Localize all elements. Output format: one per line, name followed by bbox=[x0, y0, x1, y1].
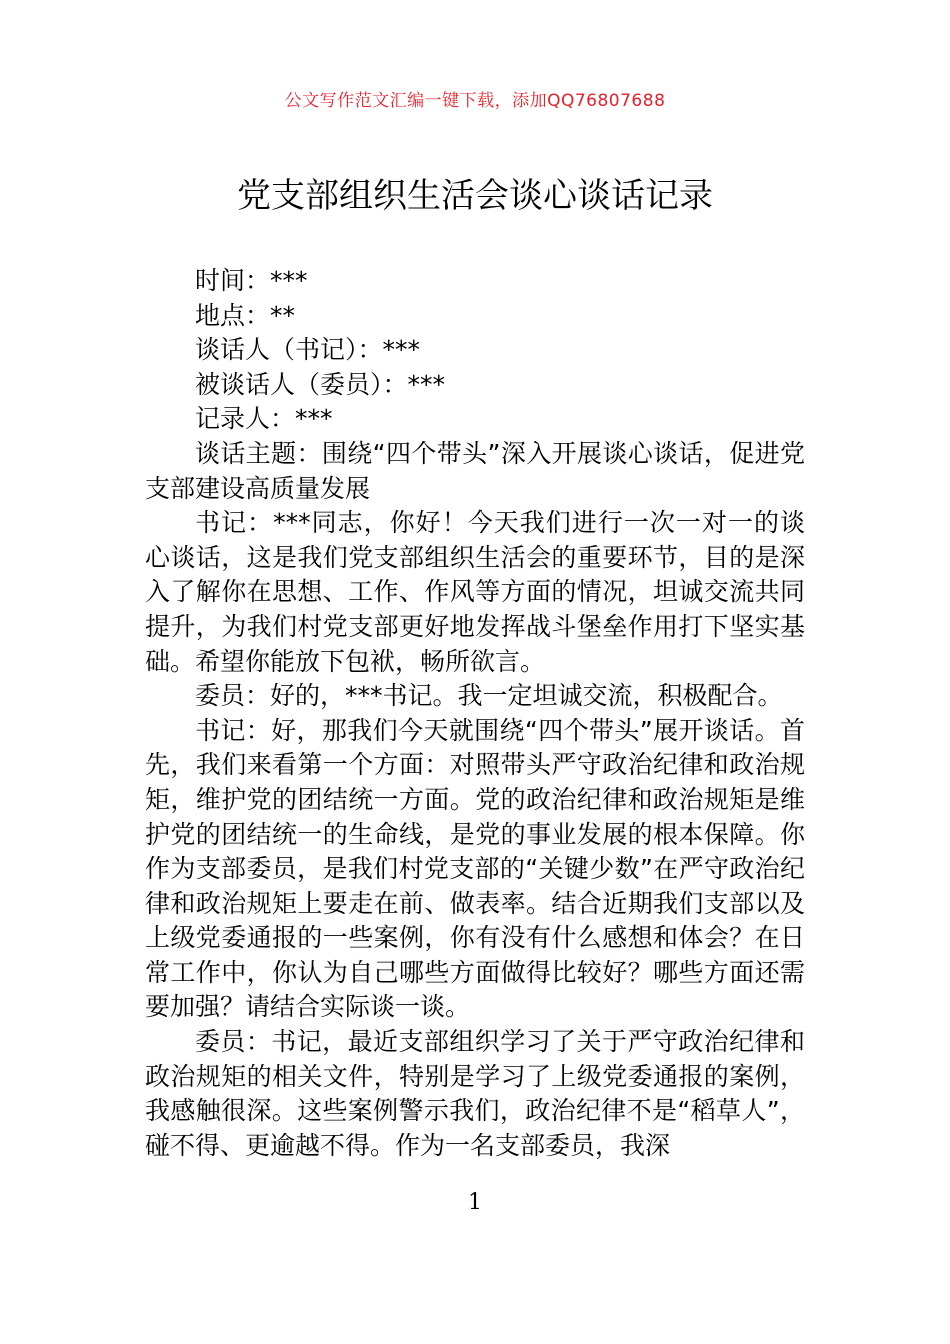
dialogue-paragraph: 书记：***同志，你好！今天我们进行一次一对一的谈心谈话，这是我们党支部组织生活会的重要环节，目的是深入了解你在思想、工作、作风等方面的情况，坦诚交流共同提升，为我们村党支部更好地发挥战斗堡垒作用打下坚实基础。希望你能放下包袱，畅所欲言。 bbox=[145, 508, 805, 676]
meta-time: 时间：*** bbox=[195, 266, 308, 295]
document-title: 党支部组织生活会谈心谈话记录 bbox=[237, 176, 713, 216]
meta-listener: 被谈话人（委员）：*** bbox=[195, 369, 446, 399]
meta-place: 地点：** bbox=[195, 300, 296, 330]
header-download-note: 公文写作范文汇编一键下载，添加QQ76807688 bbox=[284, 91, 666, 111]
dialogue-paragraph: 委员：好的，***书记。我一定坦诚交流，积极配合。 bbox=[195, 681, 783, 711]
meta-topic: 谈话主题：围绕“四个带头”深入开展谈心谈话，促进党支部建设高质量发展 bbox=[145, 438, 805, 503]
meta-speaker: 谈话人（书记）：*** bbox=[195, 335, 421, 365]
dialogue-paragraph: 委员：书记，最近支部组织学习了关于严守政治纪律和政治规矩的相关文件，特别是学习了上级党委通报的案例，我感触很深。这些案例警示我们，政治纪律不是“稻草人”，碰不得、更逾越不得。作为一名支部委员，我深 bbox=[145, 1027, 805, 1160]
document-body bbox=[145, 264, 805, 1163]
meta-recorder: 记录人：*** bbox=[195, 404, 333, 434]
page-number: 1 bbox=[468, 1190, 482, 1215]
dialogue-paragraph: 书记：好，那我们今天就围绕“四个带头”展开谈话。首先，我们来看第一个方面：对照带头严守政治纪律和政治规矩，维护党的团结统一方面。党的政治纪律和政治规矩是维护党的团结统一的生命线，是党的事业发展的根本保障。你作为支部委员，是我们村党支部的“关键少数”在严守政治纪律和政治规矩上要走在前、做表率。结合近期我们支部以及上级党委通报的一些案例，你有没有什么感想和体会？在日常工作中，你认为自己哪些方面做得比较好？哪些方面还需要加强？请结合实际谈一谈。 bbox=[145, 715, 805, 1022]
